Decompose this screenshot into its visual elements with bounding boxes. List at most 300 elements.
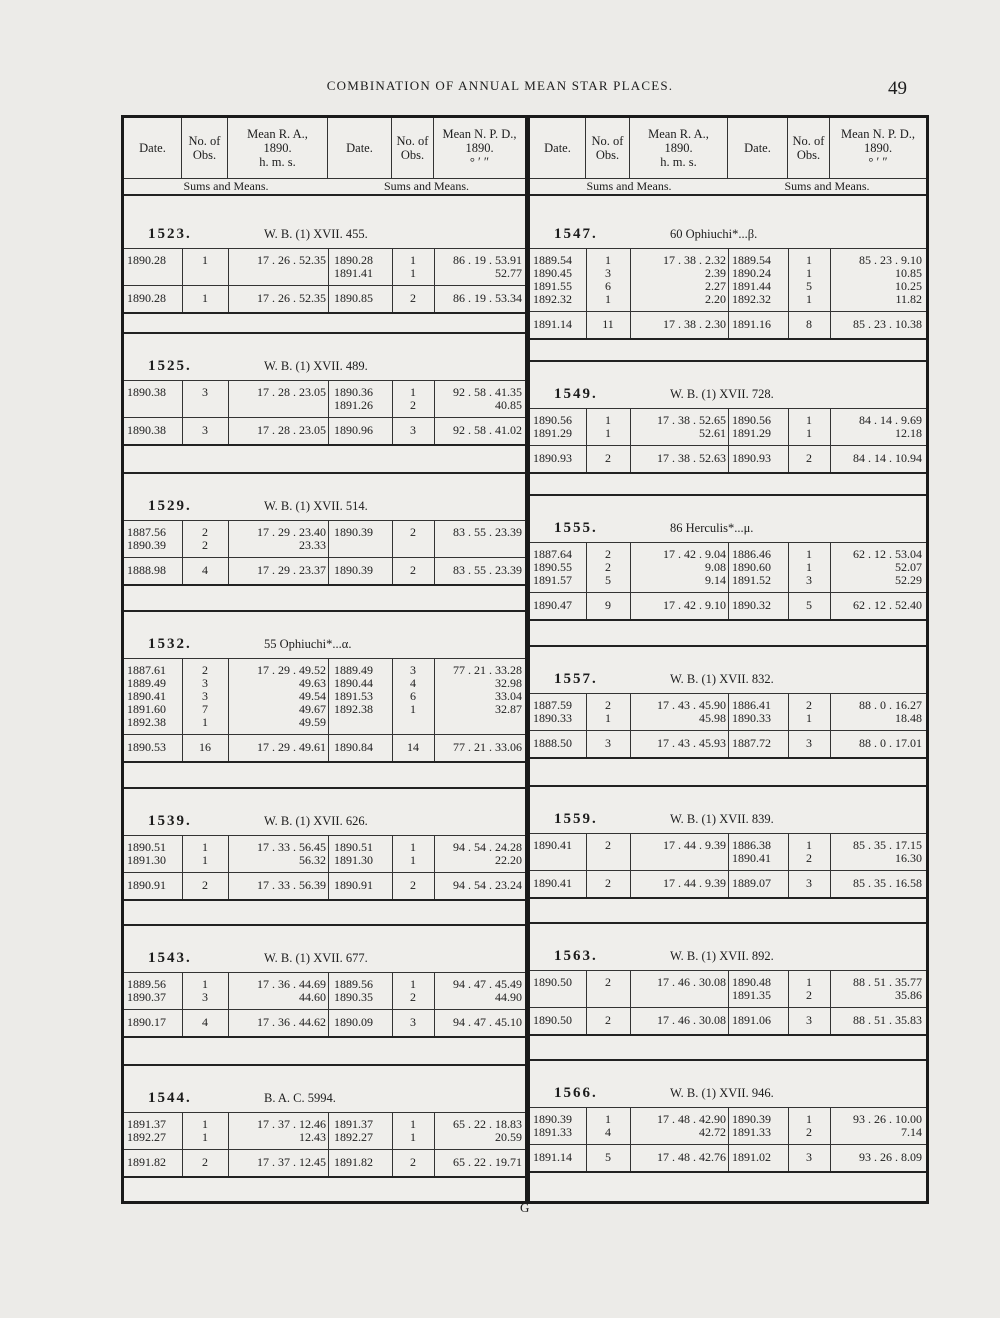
obs-cell: 3	[410, 1015, 416, 1029]
obs-cell: 1	[202, 291, 208, 305]
mean-npd-cell: 77 . 21 . 33.28	[453, 663, 522, 677]
star-number: 1547.	[554, 226, 598, 242]
column-rule	[830, 1108, 831, 1171]
mean-ra-cell: 45.98	[699, 711, 726, 725]
date-cell: 1890.36	[334, 385, 373, 399]
observation-table	[124, 972, 525, 1038]
date-cell: 1887.59	[533, 698, 572, 712]
obs-cell: 2	[605, 698, 611, 712]
obs-cell: 2	[410, 878, 416, 892]
obs-cell: 3	[806, 876, 812, 890]
mean-ra-cell: 17 . 36 . 44.62	[257, 1015, 326, 1029]
mean-npd-cell: 84 . 14 . 9.69	[859, 413, 922, 427]
date-cell: 1890.24	[732, 266, 771, 280]
mean-ra-cell: 17 . 37 . 12.46	[257, 1117, 326, 1131]
mean-npd-cell: 93 . 26 . 10.00	[853, 1112, 922, 1126]
mean-npd-cell: 62 . 12 . 52.40	[853, 598, 922, 612]
section-rule	[530, 922, 926, 924]
star-title	[530, 671, 926, 693]
mean-row	[124, 872, 525, 899]
date-cell: 1889.54	[732, 253, 771, 267]
mean-npd-cell: 10.25	[895, 279, 922, 293]
date-cell: 1889.49	[127, 676, 166, 690]
table-row	[124, 525, 525, 538]
date-cell: 1890.50	[533, 1013, 572, 1027]
obs-cell: 1	[605, 292, 611, 306]
date-cell: 1889.07	[732, 876, 771, 890]
column-rule	[830, 834, 831, 897]
obs-cell: 3	[605, 736, 611, 750]
column-header	[124, 118, 525, 179]
date-cell: 1890.85	[334, 291, 373, 305]
date-cell: 1891.41	[334, 266, 373, 280]
date-cell: 1890.39	[127, 538, 166, 552]
mean-npd-cell: 65 . 22 . 18.83	[453, 1117, 522, 1131]
mean-npd-cell: 92 . 58 . 41.02	[453, 423, 522, 437]
obs-cell: 2	[202, 878, 208, 892]
column-rule	[728, 1108, 729, 1171]
obs-cell: 3	[806, 1150, 812, 1164]
mean-npd-cell: 85 . 23 . 9.10	[859, 253, 922, 267]
header-obs: No. of Obs.	[182, 118, 228, 178]
column-rule	[392, 521, 393, 584]
column-rule	[630, 543, 631, 619]
mean-ra-cell: 17 . 38 . 52.63	[657, 451, 726, 465]
table-row	[124, 977, 525, 990]
column-rule	[392, 1113, 393, 1176]
mean-npd-cell: 12.18	[895, 426, 922, 440]
date-cell: 1890.32	[732, 598, 771, 612]
date-cell: 1892.32	[732, 292, 771, 306]
mean-npd-cell: 88 . 51 . 35.83	[853, 1013, 922, 1027]
column-rule	[328, 659, 329, 761]
date-cell: 1890.47	[533, 598, 572, 612]
date-cell: 1891.30	[334, 853, 373, 867]
date-cell: 1891.33	[533, 1125, 572, 1139]
section-rule	[124, 787, 525, 789]
obs-cell: 2	[410, 1155, 416, 1169]
mean-ra-cell: 17 . 36 . 44.69	[257, 977, 326, 991]
column-rule	[434, 521, 435, 584]
column-rule	[586, 409, 587, 472]
column-rule	[392, 381, 393, 444]
mean-npd-cell: 94 . 47 . 45.10	[453, 1015, 522, 1029]
section-rule	[124, 924, 525, 926]
star-number: 1532.	[148, 636, 192, 652]
table-row	[124, 1130, 525, 1143]
column-rule	[182, 836, 183, 899]
table-row	[124, 715, 525, 728]
table-row	[124, 538, 525, 551]
obs-cell: 2	[410, 398, 416, 412]
date-cell: 1891.02	[732, 1150, 771, 1164]
column-rule	[434, 659, 435, 761]
column-header	[530, 118, 926, 179]
mean-npd-cell: 52.07	[895, 560, 922, 574]
star-entry	[530, 1085, 926, 1173]
obs-cell: 1	[202, 253, 208, 267]
mean-npd-cell: 11.82	[895, 292, 922, 306]
obs-cell: 1	[806, 413, 812, 427]
sums-and-means-row	[530, 179, 926, 196]
mean-ra-cell: 23.33	[299, 538, 326, 552]
column-rule	[630, 834, 631, 897]
date-cell: 1890.93	[533, 451, 572, 465]
mean-row	[124, 1149, 525, 1176]
mean-ra-cell: 17 . 46 . 30.08	[657, 1013, 726, 1027]
obs-cell: 2	[605, 560, 611, 574]
date-cell: 1890.39	[533, 1112, 572, 1126]
mean-ra-cell: 17 . 44 . 9.39	[663, 838, 726, 852]
table-row	[124, 663, 525, 676]
mean-ra-cell: 17 . 26 . 52.35	[257, 253, 326, 267]
date-cell: 1891.35	[732, 988, 771, 1002]
column-rule	[830, 409, 831, 472]
obs-cell: 1	[410, 702, 416, 716]
column-rule	[788, 971, 789, 1034]
section-rule	[530, 494, 926, 496]
obs-cell: 3	[410, 423, 416, 437]
date-cell: 1889.56	[127, 977, 166, 991]
obs-cell: 14	[407, 740, 419, 754]
obs-cell: 1	[202, 1130, 208, 1144]
date-cell: 1891.82	[127, 1155, 166, 1169]
obs-cell: 1	[806, 711, 812, 725]
star-designation: W. B. (1) XVII. 946.	[670, 1086, 774, 1100]
obs-cell: 6	[410, 689, 416, 703]
mean-ra-cell: 56.32	[299, 853, 326, 867]
date-cell: 1886.46	[732, 547, 771, 561]
column-rule	[434, 836, 435, 899]
mean-ra-cell: 9.08	[705, 560, 726, 574]
obs-cell: 2	[605, 838, 611, 852]
obs-cell: 3	[202, 689, 208, 703]
star-title	[124, 358, 525, 380]
date-cell: 1892.27	[334, 1130, 373, 1144]
mean-npd-cell: 62 . 12 . 53.04	[853, 547, 922, 561]
obs-cell: 5	[806, 598, 812, 612]
mean-ra-cell: 9.14	[705, 573, 726, 587]
header-date: Date.	[124, 118, 182, 178]
obs-cell: 2	[605, 975, 611, 989]
obs-cell: 11	[602, 317, 614, 331]
date-cell: 1890.96	[334, 423, 373, 437]
observation-table	[124, 248, 525, 314]
obs-cell: 1	[202, 715, 208, 729]
table-row	[124, 689, 525, 702]
mean-npd-cell: 18.48	[895, 711, 922, 725]
mean-npd-cell: 44.90	[495, 990, 522, 1004]
column-rule	[228, 973, 229, 1036]
header-date-2: Date.	[728, 118, 788, 178]
date-cell: 1891.53	[334, 689, 373, 703]
observation-table	[124, 380, 525, 446]
date-cell: 1889.56	[334, 977, 373, 991]
date-cell: 1890.55	[533, 560, 572, 574]
date-cell: 1890.53	[127, 740, 166, 754]
obs-cell: 2	[410, 291, 416, 305]
header-obs-2: No. of Obs.	[788, 118, 830, 178]
star-entry	[530, 386, 926, 474]
star-number: 1549.	[554, 386, 598, 402]
obs-cell: 1	[806, 266, 812, 280]
obs-cell: 2	[605, 876, 611, 890]
mean-ra-cell: 17 . 29 . 49.52	[257, 663, 326, 677]
mean-npd-cell: 85 . 35 . 17.15	[853, 838, 922, 852]
mean-npd-cell: 84 . 14 . 10.94	[853, 451, 922, 465]
column-rule	[328, 381, 329, 444]
mean-row	[124, 285, 525, 312]
column-rule	[586, 971, 587, 1034]
column-rule	[788, 834, 789, 897]
section-rule	[124, 472, 525, 474]
sums-and-means-row	[124, 179, 525, 196]
observation-table	[530, 693, 926, 759]
date-cell: 1890.44	[334, 676, 373, 690]
date-cell: 1890.35	[334, 990, 373, 1004]
star-designation: W. B. (1) XVII. 626.	[264, 814, 368, 828]
mean-ra-cell: 17 . 33 . 56.45	[257, 840, 326, 854]
star-entry	[124, 636, 525, 763]
obs-cell: 4	[202, 1015, 208, 1029]
mean-ra-cell: 17 . 48 . 42.90	[657, 1112, 726, 1126]
mean-ra-cell: 17 . 44 . 9.39	[663, 876, 726, 890]
mean-ra-cell: 17 . 38 . 2.30	[663, 317, 726, 331]
right-column	[530, 118, 926, 1164]
star-entry	[530, 520, 926, 621]
observation-table	[124, 1112, 525, 1178]
obs-cell: 2	[202, 525, 208, 539]
star-entry	[124, 950, 525, 1038]
column-rule	[630, 409, 631, 472]
mean-ra-cell: 17 . 43 . 45.90	[657, 698, 726, 712]
mean-npd-cell: 10.85	[895, 266, 922, 280]
mean-npd-cell: 94 . 54 . 24.28	[453, 840, 522, 854]
star-designation: W. B. (1) XVII. 677.	[264, 951, 368, 965]
obs-cell: 1	[410, 977, 416, 991]
obs-cell: 1	[806, 560, 812, 574]
mean-npd-cell: 40.85	[495, 398, 522, 412]
obs-cell: 1	[410, 840, 416, 854]
column-rule	[328, 1113, 329, 1176]
section-rule	[530, 645, 926, 647]
table-row	[124, 1117, 525, 1130]
date-cell: 1890.41	[127, 689, 166, 703]
mean-npd-cell: 92 . 58 . 41.35	[453, 385, 522, 399]
obs-cell: 1	[806, 253, 812, 267]
date-cell: 1890.39	[732, 1112, 771, 1126]
observation-table	[124, 835, 525, 901]
date-cell: 1891.14	[533, 317, 572, 331]
column-rule	[182, 659, 183, 761]
mean-ra-cell: 49.59	[299, 715, 326, 729]
date-cell: 1891.55	[533, 279, 572, 293]
date-cell: 1886.38	[732, 838, 771, 852]
obs-cell: 16	[199, 740, 211, 754]
header-obs-2: No. of Obs.	[392, 118, 434, 178]
obs-cell: 1	[410, 853, 416, 867]
mean-npd-cell: 52.29	[895, 573, 922, 587]
date-cell: 1890.51	[127, 840, 166, 854]
star-designation: W. B. (1) XVII. 728.	[670, 387, 774, 401]
table-row	[124, 853, 525, 866]
mean-npd-cell: 88 . 51 . 35.77	[853, 975, 922, 989]
mean-npd-cell: 32.87	[495, 702, 522, 716]
mean-npd-cell: 32.98	[495, 676, 522, 690]
obs-cell: 5	[605, 1150, 611, 1164]
obs-cell: 1	[202, 853, 208, 867]
column-rule	[830, 694, 831, 757]
sums-label: Sums and Means.	[384, 179, 469, 193]
date-cell: 1892.32	[533, 292, 572, 306]
column-rule	[228, 521, 229, 584]
obs-cell: 2	[605, 1013, 611, 1027]
date-cell: 1891.26	[334, 398, 373, 412]
date-cell: 1890.56	[732, 413, 771, 427]
obs-cell: 5	[806, 279, 812, 293]
column-rule	[788, 1108, 789, 1171]
obs-cell: 1	[605, 711, 611, 725]
mean-ra-cell: 17 . 29 . 49.61	[257, 740, 326, 754]
date-cell: 1890.28	[127, 291, 166, 305]
mean-npd-cell: 93 . 26 . 8.09	[859, 1150, 922, 1164]
table-row	[124, 990, 525, 1003]
star-title	[124, 813, 525, 835]
mean-ra-cell: 44.60	[299, 990, 326, 1004]
mean-ra-cell: 17 . 33 . 56.39	[257, 878, 326, 892]
star-number: 1529.	[148, 498, 192, 514]
mean-ra-cell: 17 . 29 . 23.40	[257, 525, 326, 539]
obs-cell: 9	[605, 598, 611, 612]
table-row	[124, 840, 525, 853]
star-entry	[124, 1090, 525, 1178]
left-column	[124, 118, 525, 1169]
date-cell: 1890.39	[334, 525, 373, 539]
obs-cell: 3	[806, 573, 812, 587]
observation-table	[530, 833, 926, 899]
column-rule	[788, 543, 789, 619]
obs-cell: 2	[806, 451, 812, 465]
star-designation: W. B. (1) XVII. 832.	[670, 672, 774, 686]
column-rule	[328, 521, 329, 584]
date-cell: 1890.41	[533, 876, 572, 890]
mean-ra-cell: 49.63	[299, 676, 326, 690]
date-cell: 1886.41	[732, 698, 771, 712]
observation-table	[530, 248, 926, 340]
star-number: 1523.	[148, 226, 192, 242]
date-cell: 1890.50	[533, 975, 572, 989]
column-rule	[228, 659, 229, 761]
mean-npd-cell: 33.04	[495, 689, 522, 703]
date-cell: 1890.84	[334, 740, 373, 754]
star-designation: W. B. (1) XVII. 455.	[264, 227, 368, 241]
date-cell: 1890.51	[334, 840, 373, 854]
column-rule	[328, 836, 329, 899]
mean-ra-cell: 17 . 46 . 30.08	[657, 975, 726, 989]
sums-label: Sums and Means.	[183, 179, 269, 193]
column-rule	[830, 543, 831, 619]
table-row	[124, 385, 525, 398]
mean-ra-cell: 17 . 42 . 9.10	[663, 598, 726, 612]
star-number: 1525.	[148, 358, 192, 374]
obs-cell: 2	[806, 851, 812, 865]
column-rule	[392, 249, 393, 312]
mean-ra-cell: 17 . 48 . 42.76	[657, 1150, 726, 1164]
date-cell: 1890.09	[334, 1015, 373, 1029]
obs-cell: 2	[410, 563, 416, 577]
obs-cell: 1	[806, 838, 812, 852]
obs-cell: 2	[806, 1125, 812, 1139]
column-rule	[228, 249, 229, 312]
section-rule	[530, 360, 926, 362]
column-rule	[392, 659, 393, 761]
date-cell: 1888.50	[533, 736, 572, 750]
mean-npd-cell: 16.30	[895, 851, 922, 865]
date-cell: 1892.38	[127, 715, 166, 729]
column-rule	[228, 381, 229, 444]
column-rule	[328, 249, 329, 312]
column-rule	[228, 836, 229, 899]
sums-label: Sums and Means.	[784, 179, 870, 193]
star-number: 1539.	[148, 813, 192, 829]
column-rule	[228, 1113, 229, 1176]
obs-cell: 1	[806, 975, 812, 989]
obs-cell: 3	[202, 676, 208, 690]
mean-npd-cell: 86 . 19 . 53.34	[453, 291, 522, 305]
column-rule	[434, 973, 435, 1036]
obs-cell: 1	[410, 266, 416, 280]
mean-ra-cell: 17 . 26 . 52.35	[257, 291, 326, 305]
obs-cell: 3	[605, 266, 611, 280]
observation-table	[124, 658, 525, 763]
obs-cell: 2	[605, 451, 611, 465]
section-rule	[530, 785, 926, 787]
column-rule	[586, 543, 587, 619]
observation-table	[530, 1107, 926, 1173]
mean-ra-cell: 52.61	[699, 426, 726, 440]
star-number: 1559.	[554, 811, 598, 827]
date-cell: 1891.44	[732, 279, 771, 293]
obs-cell: 1	[410, 385, 416, 399]
mean-npd-cell: 85 . 23 . 10.38	[853, 317, 922, 331]
mean-npd-cell: 94 . 54 . 23.24	[453, 878, 522, 892]
header-mean-npd: Mean N. P. D., 1890. ° ′ ″	[442, 127, 517, 169]
star-title	[124, 498, 525, 520]
star-number: 1555.	[554, 520, 598, 536]
star-number: 1544.	[148, 1090, 192, 1106]
obs-cell: 1	[605, 1112, 611, 1126]
mean-ra-cell: 49.54	[299, 689, 326, 703]
mean-row	[124, 734, 525, 761]
mean-ra-cell: 17 . 38 . 2.32	[663, 253, 726, 267]
obs-cell: 1	[410, 253, 416, 267]
mean-ra-cell: 17 . 37 . 12.45	[257, 1155, 326, 1169]
date-cell: 1890.38	[127, 423, 166, 437]
star-title	[530, 948, 926, 970]
running-head: COMBINATION OF ANNUAL MEAN STAR PLACES.	[326, 78, 674, 93]
star-designation: W. B. (1) XVII. 839.	[670, 812, 774, 826]
column-rule	[586, 249, 587, 338]
star-title	[530, 226, 926, 248]
mean-ra-cell: 17 . 43 . 45.93	[657, 736, 726, 750]
column-rule	[434, 249, 435, 312]
column-rule	[586, 694, 587, 757]
date-cell: 1887.64	[533, 547, 572, 561]
obs-cell: 2	[410, 990, 416, 1004]
column-rule	[392, 836, 393, 899]
obs-cell: 2	[202, 538, 208, 552]
date-cell: 1890.45	[533, 266, 572, 280]
